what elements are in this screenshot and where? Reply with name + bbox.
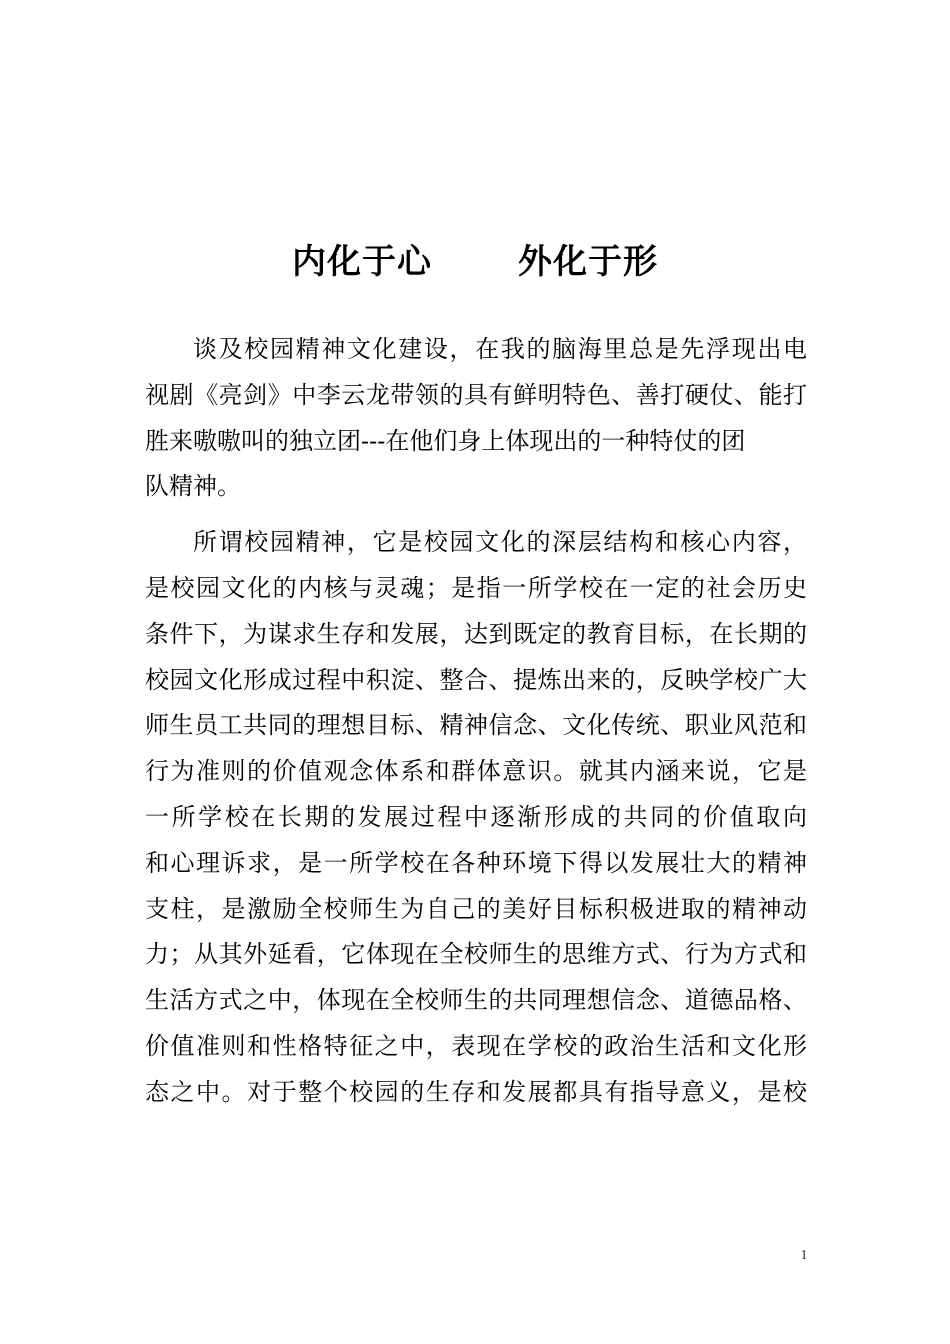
paragraph-line: 校园文化形成过程中积淀、整合、提炼出来的，反映学校广大 bbox=[145, 665, 807, 694]
paragraph-line: 一所学校在长期的发展过程中逐渐形成的共同的价值取向 bbox=[145, 802, 807, 831]
paragraph-line: 所谓校园精神，它是校园文化的深层结构和核心内容， bbox=[193, 528, 807, 557]
paragraph-line: 生活方式之中，体现在全校师生的共同理想信念、道德品格、 bbox=[145, 986, 807, 1015]
paragraph-line: 师生员工共同的理想目标、精神信念、文化传统、职业风范和 bbox=[145, 711, 807, 740]
paragraph-line: 和心理诉求，是一所学校在各种环境下得以发展壮大的精神 bbox=[145, 848, 807, 877]
paragraph-line: 胜来嗷嗷叫的独立团---在他们身上体现出的一种特仗的团 bbox=[145, 426, 746, 455]
paragraph-spacer bbox=[145, 510, 807, 520]
paragraph-line: 条件下，为谋求生存和发展，达到既定的教育目标，在长期的 bbox=[145, 619, 807, 648]
paragraph-1 bbox=[145, 327, 807, 510]
paragraph-line: 力；从其外延看，它体现在全校师生的思维方式、行为方式和 bbox=[145, 940, 807, 969]
paragraph-line: 队精神。 bbox=[145, 472, 241, 501]
document-title bbox=[0, 238, 950, 286]
paragraph-2 bbox=[145, 520, 807, 1115]
document-body bbox=[145, 327, 807, 1116]
paragraph-line: 视剧《亮剑》中李云龙带领的具有鲜明特色、善打硬仗、能打 bbox=[145, 380, 807, 409]
paragraph-line: 谈及校园精神文化建设，在我的脑海里总是先浮现出电 bbox=[193, 335, 807, 363]
paragraph-line: 支柱，是激励全校师生为自己的美好目标积极进取的精神动 bbox=[145, 894, 807, 923]
paragraph-line: 价值准则和性格特征之中，表现在学校的政治生活和文化形 bbox=[145, 1031, 807, 1060]
paragraph-line: 行为准则的价值观念体系和群体意识。就其内涵来说，它是 bbox=[145, 757, 807, 786]
title-left: 内化于心 bbox=[292, 242, 432, 282]
page-number: 1 bbox=[800, 1248, 808, 1263]
paragraph-line: 是校园文化的内核与灵魂；是指一所学校在一定的社会历史 bbox=[145, 573, 807, 602]
title-right: 外化于形 bbox=[518, 242, 658, 282]
paragraph-line: 态之中。对于整个校园的生存和发展都具有指导意义，是校 bbox=[145, 1077, 807, 1106]
